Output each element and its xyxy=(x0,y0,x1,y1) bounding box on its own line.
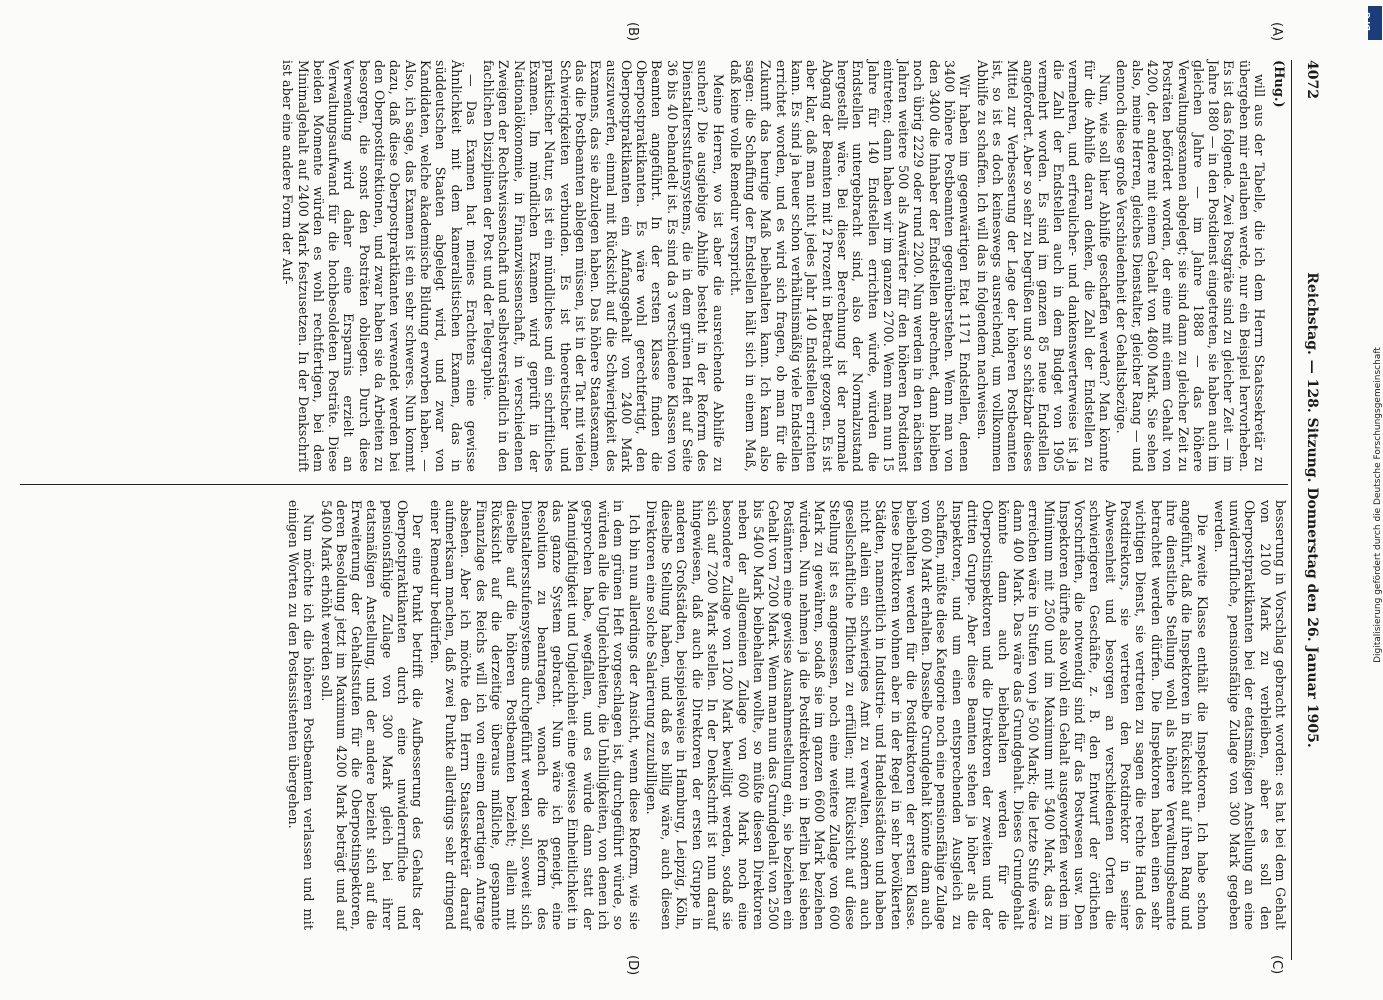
digitization-note: Digitalisierung gefördert durch die Deutsche Forschungsgemeinschaft xyxy=(1373,347,1383,663)
paragraph: will aus der Tabelle, die ich dem Herrn Staatssekretär zu übergeben mir erlauben werde, nur ein Beispiel hervorheben. Es ist das folgende. Zwei Postgräte sind zu gleicher Zeit — im Jahre 1880 — in den Postdienst eingetreten, sie haben auch im gleichen Jahre — im Jahre 1888 — das höhere Verwaltungsexamen abgelegt; sie sind dann zu gleicher Zeit zu Posträten befördert worden, der eine mit einem Gehalt von 4200, der andere mit einem Gehalt von 4800 Mark. Sie sehen also, meine Herren, gleiches Dienstalter, gleicher Rang — und dennoch diese große Verschiedenheit der Gehaltsbezüge. xyxy=(1114,60,1267,472)
paragraph: Nun möchte ich die höheren Postbeamten verlassen und mit einigen Worten zu den Postassistenten übergehen. xyxy=(286,500,317,930)
page-number: 4072 xyxy=(1304,60,1320,99)
paragraph: Ich bin nun allerdings der Ansicht, wenn diese Reform, wie sie in dem grünen Heft vorgeschlagen ist, durchgeführt würde, so würden alle die Ungleichheiten, die Unbilligkeiten, von denen ich gesprochen habe, wegfallen, und es würde dann statt der Mannigfaltigkeit und Ungleichheit eine gewisse Einheitlichkeit in das ganze System gebracht. Nun wäre ich geneigt, eine Resolution zu beantragen, wonach die Reform des Dienstaltersstufensystems durchgeführt werden soll, soweit sich dieselbe auf die höheren Postbeamten bezieht; allein mit Rücksicht auf die derzeitige überaus mißliche, gespannte Finanzlage des Reichs will ich von einem derartigen Antrage absehen. Aber ich möchte den Herrn Staatssekretär darauf aufmerksam machen, daß zwei Punkte allerdings sehr dringend einer Remedur bedürfen. xyxy=(427,500,642,930)
dfg-logo: DFG xyxy=(1368,6,1382,40)
left-column xyxy=(20,60,1288,485)
margin-marker-b: (B) xyxy=(625,22,640,42)
running-title: Reichstag. — 128. Sitzung. Donnerstag den 26. Januar 1905. xyxy=(1304,272,1320,748)
margin-marker-d: (D) xyxy=(625,955,640,976)
paragraph: Meine Herren, wo ist aber die ausreichende Abhilfe zu suchen? Die ausgiebige Abhilfe besteht in der Reform des Dienstaltersstufensystems, die in dem grünen Heft auf Seite 36 bis 40 behandelt ist. Es sind da 3 verschiedene Klassen von Beamten angeführt. In der ersten Klasse finden die Oberpostpraktikanten. Es wäre wohl gerechtfertigt, den Oberpostpraktikanten ein Anfangsgehalt von 2400 Mark auszuwerfen, einmal mit Rücksicht auf die Schwierigkeit des Examens, das sie abzulegen haben. Das höhere Staatsexamen, das die Postbeamten ablegen müssen, ist in der Tat mit vielen Schwierigkeiten verbunden. Es ist theoretischer und praktischer Natur, es ist ein mündliches und ein schriftliches Examen. Im mündlichen Examen wird geprüft in der Nationalökonomie, in Finanzwissenschaft, in verschiedenen Zweigen der Rechtswissenschaft und selbstverständlich in den fachlichen Disziplinen der Post und der Telegraphie. xyxy=(481,60,726,472)
header-rule xyxy=(1291,60,1292,960)
paragraph: Wir haben im gegenwärtigen Etat 1171 Endstellen, denen 3400 höhere Postbeamten gegenüberstehen. Wenn man von den 3400 die Inhaber der Endstellen abrechnet, dann bleiben noch übrig 2229 oder rund 2200. Nun werden in den nächsten Jahren weitere 500 als Anwärter für den höheren Postdienst eintreten; dann haben wir im ganzen 2700. Wenn man nun 15 Jahre für 140 Endstellen errichten würde, würden die Endstellen untergebracht sind, also der Normalzustand hergestellt wäre. Bei dieser Berechnung ist der normale Abgang der Beamten mit 2 Prozent in Betracht gezogen. Es ist aber klar, daß man nicht jedes Jahr 140 Endstellen errichten kann. Es sind ja heuer schon verhältnismäßig viele Endstellen errichtet worden, und es wird sich fragen, ob man für die Zukunft das heurige Maß beibehalten kann. Ich kann also sagen: die Schaffung der Endstellen hält sich in einem Maß, daß keine volle Remedur verspricht. xyxy=(727,60,973,472)
paragraph: — Das Examen hat meines Erachtens eine gewisse Ähnlichkeit mit dem kameralistischen Examen, das in süddeutschen Staaten abgelegt wird, und zwar von Kandidaten, welche akademische Bildung erworben haben. — Also, ich sage, das Examen ist ein sehr schweres. Nun kommt dazu, daß diese Oberpostpraktikanten verwendet werden bei den Oberpostdirektionen, und zwar haben sie da Arbeiten zu besorgen, die sonst den Posträten obliegen. Durch diese Verwendung wird daher eine Ersparnis erzielt an Verwaltungsaufwand für die hochbesoldeten Posträte. Diese beiden Momente würden es wohl rechtfertigen, bei dem Minimalgehalt auf 2400 Mark festzusetzen. In der Denkschrift ist aber eine andere Form der Auf- xyxy=(280,60,479,472)
paragraph: Nun, wie soll hier Abhilfe geschaffen werden? Man könnte für die Abhilfe daran denken, die Zahl der Endstellen zu vermehren, und erfreulicher- und dankenswerterweise ist ja die Zahl der Endstellen auch in dem Budget von 1905 vermehrt worden. Es sind im ganzen 85 neue Endstellen angefordert. Aber so sehr zu begrüßen und so schätzbar dieses Mittel zur Verbesserung der Lage der höheren Postbeamten ist, so ist es doch keineswegs ausreichend, um vollkommen Abhilfe zu schaffen. Ich will das in folgendem nachweisen. xyxy=(974,60,1113,472)
right-column xyxy=(20,500,1288,930)
speaker-label: (Hug.) xyxy=(1271,60,1286,108)
paragraph: Der eine Punkt betrifft die Aufbesserung des Gehalts der Oberpostpraktikanten durch eine unwiderrufliche und pensionsfähige Zulage von 300 Mark gleich bei ihrer etatsmäßigen Anstellung, und der andere bezieht sich auf die Erweiterung der Gehaltsstufen für die Oberpostinspektoren, deren Besoldung jetzt im Maximum 4200 Mark beträgt und auf 5400 Mark erhöht werden soll. xyxy=(318,500,426,930)
margin-marker-a: (A) xyxy=(1269,22,1284,42)
paragraph: besserung in Vorschlag gebracht worden: es hat bei dem Gehalt von 2100 Mark zu verbleiben, aber es soll den Oberpostpraktikanten bei der etatsmäßigen Anstellung an eine unwiderrufliche, pensionsfähige Zulage von 300 Mark gegeben werden. xyxy=(1211,500,1288,930)
margin-marker-c: (C) xyxy=(1269,955,1284,975)
paragraph: Die zweite Klasse enthält die Inspektoren. Ich habe schon angeführt, daß die Inspektoren in Rücksicht auf ihren Rang und ihre dienstliche Stellung wohl als höhere Verwaltungsbeamte betrachtet werden dürfen. Die Inspektoren haben einen sehr wichtigen Dienst, sie vertreten zu sagen die rechte Hand des Postdirektors, sie vertreten den Postdirektor in seiner Abwesenheit und besorgen an verschiedenen Orten die schwierigeren Geschäfte, z. B. den Entwurf der örtlichen Vorschriften, die notwendig sind für das Postwesen usw. Den Inspektoren dürfte also wohl ein Gehalt ausgeworfen werden im Minimum mit 2500 und im Maximum mit 5400 Mark, das zu erreichen wäre in Stufen von je 500 Mark; die letzte Stufe wäre dann 400 Mark. Das wäre das Grundgehalt. Dieses Grundgehalt könnte dann auch beibehalten werden für die Oberpostinspektoren und die Direktoren der zweiten und der dritten Gruppe. Aber diese Beamten stehen ja höher als die Inspektoren, und um einen entsprechenden Ausgleich zu schaffen, müßte diese Kategorie noch eine pensionsfähige Zulage von 600 Mark erhalten. Dasselbe Grundgehalt könnte dann auch beibehalten werden für die Postdirektoren der ersten Klasse. Diese Direktoren wohnen aber in der Regel in sehr bevölkerten Städten, namentlich in Industrie- und Handelsstädten und haben nicht allein ein schwieriges Amt zu verwalten, sondern auch gesellschaftliche Pflichten zu erfüllen; mit Rücksicht auf diese Stellung ist es angemessen, noch eine weitere Zulage von 600 Mark zu gewähren, sodaß sie im ganzen 6600 Mark beziehen würden. Nun nehmen ja die Postdirektoren in Berlin bei sieben Postämtern eine gewisse Ausnahmestellung ein, sie beziehen ein Gehalt von 7200 Mark. Wenn man nun das Grundgehalt von 2500 bis 5400 Mark beibehalten wollte, so müßte diesen Direktoren neben der allgemeinen Zulage von 600 Mark noch eine besondere Zulage von 1200 Mark bewilligt werden, sodaß sie sich auf 7200 Mark stellen. In der Denkschrift ist nun darauf hingewiesen, daß auch die Direktoren der ersten Gruppe in anderen Großstädten, beispielsweise in Hamburg, Leipzig, Köln, dieselbe Stellung haben, und daß es billig wäre, auch diesen Direktoren eine solche Salarierung zuzubilligen. xyxy=(643,500,1210,930)
page-header xyxy=(1294,60,1320,960)
